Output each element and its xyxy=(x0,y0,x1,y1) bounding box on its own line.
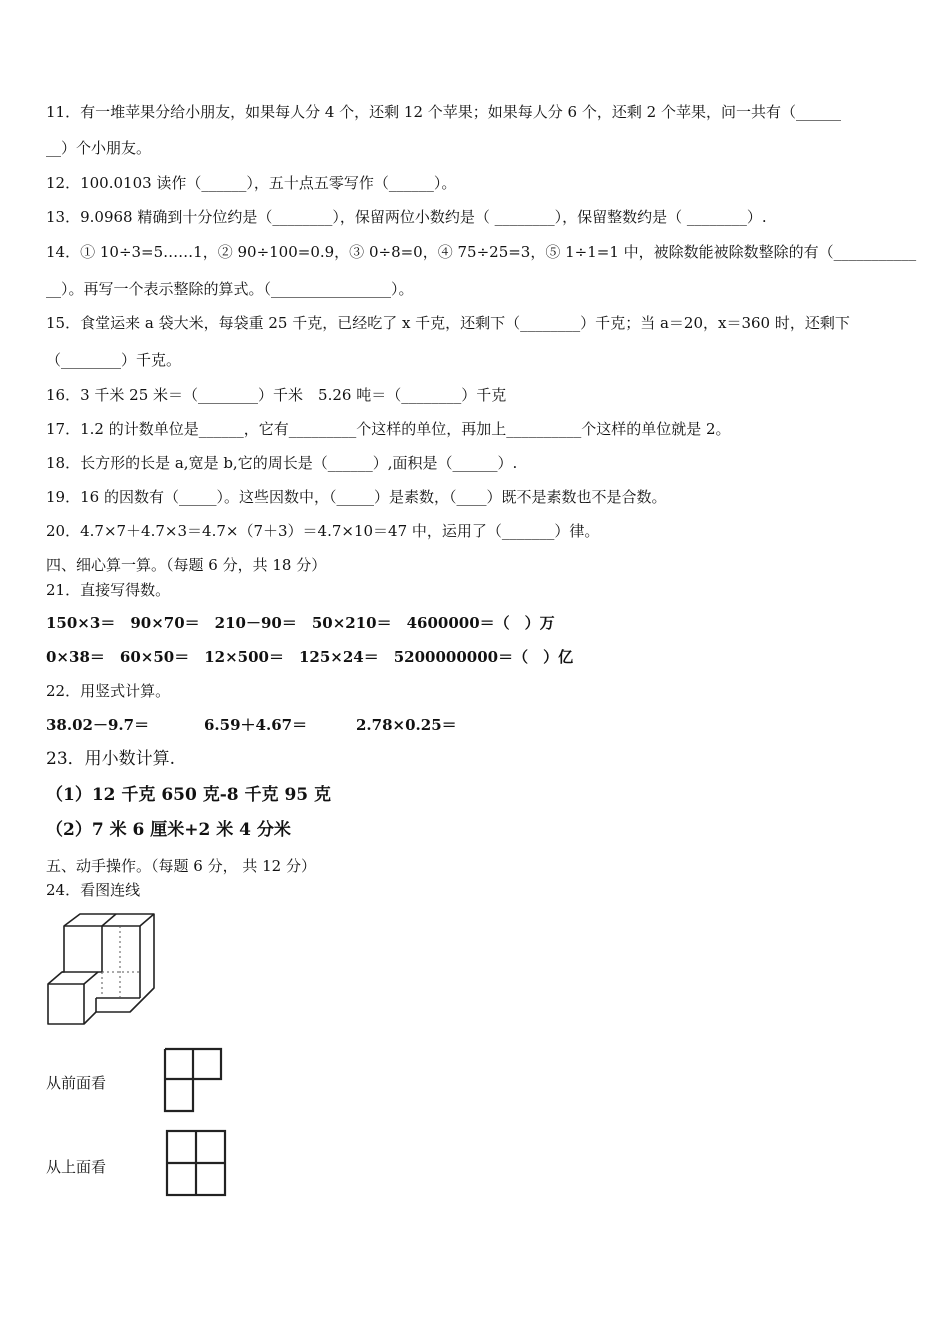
section-5-heading: 五、动手操作。（每题 6 分， 共 12 分） xyxy=(46,857,316,875)
section-4-heading: 四、细心算一算。（每题 6 分，共 18 分） xyxy=(46,556,327,574)
q14-line2: __）。再写一个表示整除的算式。（________________）。 xyxy=(46,280,414,298)
q15-line1: 15．食堂运来 a 袋大米，每袋重 25 千克，已经吃了 x 千克，还剩下（________）千克；当 a＝20，x＝360 时，还剩下 xyxy=(46,314,850,332)
q21-row1: 150×3＝ 90×70＝ 210－90＝ 50×210＝ 4600000＝（ ）万 xyxy=(46,614,555,632)
q14-line1: 14．① 10÷3=5……1，② 90÷100=0.9，③ 0÷8=0，④ 75÷25=3，⑤ 1÷1=1 中，被除数能被除数整除的有（___________ xyxy=(46,243,917,261)
q11-line2: __）个小朋友。 xyxy=(46,139,152,157)
q22-b: 6.59＋4.67＝ xyxy=(204,716,308,734)
q19: 19．16 的因数有（_____）。这些因数中，（_____）是素数，（____）既不是素数也不是合数。 xyxy=(46,488,667,506)
q22: 22．用竖式计算。 xyxy=(46,682,171,700)
top-view-shape xyxy=(164,1128,228,1198)
top-view-label: 从上面看 xyxy=(46,1158,107,1176)
q13: 13．9.0968 精确到十分位约是（________），保留两位小数约是（ ________），保留整数约是（ ________）. xyxy=(46,208,767,226)
q22-a: 38.02－9.7＝ xyxy=(46,716,150,734)
q17: 17．1.2 的计数单位是______，它有_________个这样的单位，再加上__________个这样的单位就是 2。 xyxy=(46,420,731,438)
q21: 21．直接写得数。 xyxy=(46,581,171,599)
q18: 18．长方形的长是 a,宽是 b,它的周长是（______）,面积是（______）. xyxy=(46,454,518,472)
front-view-label: 从前面看 xyxy=(46,1074,107,1092)
q15-line2: （________）千克。 xyxy=(46,351,182,369)
cube-edge-upper-top-split xyxy=(102,914,116,926)
q20: 20．4.7×7＋4.7×3＝4.7×（7＋3）＝4.7×10＝47 中，运用了（_______）律。 xyxy=(46,522,600,540)
q24: 24．看图连线 xyxy=(46,881,141,899)
cube-outline xyxy=(48,914,154,1024)
q12: 12．100.0103 读作（______），五十点五零写作（______）。 xyxy=(46,174,457,192)
q23: 23．用小数计算. xyxy=(46,749,176,769)
q16: 16．3 千米 25 米＝（________）千米 5.26 吨＝（________）千克 xyxy=(46,386,507,404)
q23-part2: （2）7 米 6 厘米+2 米 4 分米 xyxy=(46,820,291,840)
q21-row2: 0×38＝ 60×50＝ 12×500＝ 125×24＝ 5200000000＝（ ）亿 xyxy=(46,648,574,666)
front-view-shape xyxy=(162,1046,224,1114)
q23-part1: （1）12 千克 650 克-8 千克 95 克 xyxy=(46,785,332,805)
cube-edge-lower-diag xyxy=(84,972,98,984)
q11-line1: 11．有一堆苹果分给小朋友，如果每人分 4 个，还剩 12 个苹果；如果每人分 6 个，还剩 2 个苹果，问一共有（______ xyxy=(46,103,841,121)
q22-c: 2.78×0.25＝ xyxy=(356,716,457,734)
cube-stack-figure xyxy=(44,912,160,1032)
